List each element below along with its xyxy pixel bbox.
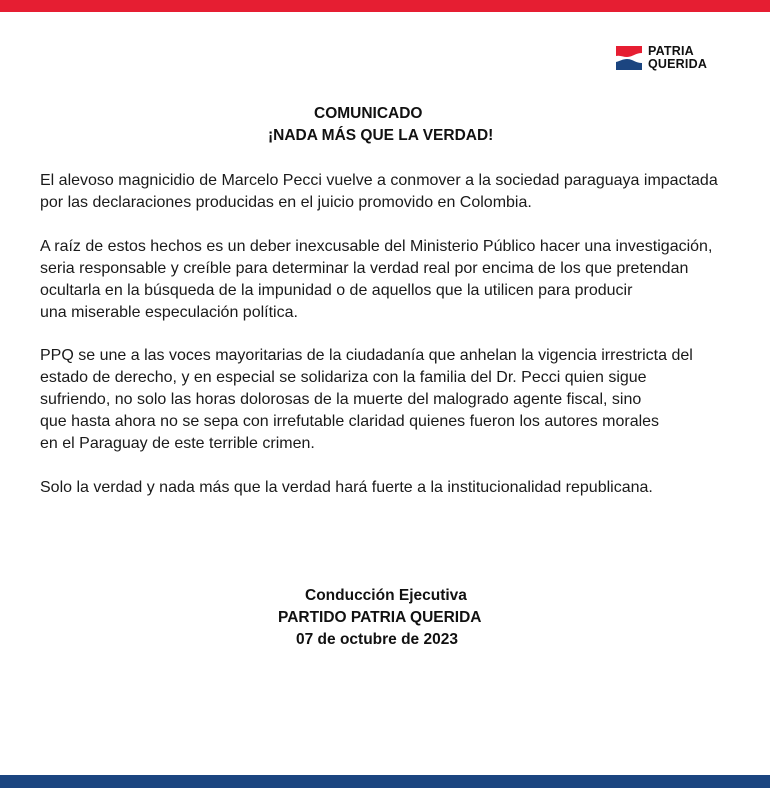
text-line: estado de derecho, y en especial se solidariza con la familia del Dr. Pecci quien sigue — [40, 369, 647, 386]
text-line: PPQ se une a las voces mayoritarias de la ciudadanía que anhelan la vigencia irrestricta del — [40, 347, 693, 364]
party-logo — [615, 44, 707, 72]
document-title: COMUNICADO — [314, 105, 423, 122]
text-line: Solo la verdad y nada más que la verdad hará fuerte a la institucionalidad republicana. — [40, 479, 653, 496]
text-line: A raíz de estos hechos es un deber inexcusable del Ministerio Público hacer una investigación, — [40, 238, 713, 255]
bottom-color-bar — [0, 775, 770, 788]
text-line: que hasta ahora no se sepa con irrefutable claridad quienes fueron los autores morales — [40, 413, 660, 430]
logo-wordmark — [648, 45, 707, 71]
text-line: en el Paraguay de este terrible crimen. — [40, 435, 315, 452]
signature-party: PARTIDO PATRIA QUERIDA — [278, 609, 482, 626]
logo-line-2: QUERIDA — [648, 57, 708, 71]
paragraph-1 — [40, 170, 718, 214]
text-line: por las declaraciones producidas en el juicio promovido en Colombia. — [40, 194, 532, 211]
document-subtitle: ¡NADA MÁS QUE LA VERDAD! — [268, 127, 494, 144]
text-line: una miserable especulación política. — [40, 304, 298, 321]
text-line: ocultarla en la búsqueda de la impunidad o de aquellos que la utilicen para producir — [40, 282, 633, 299]
paragraph-2 — [40, 236, 712, 324]
text-line: sufriendo, no solo las horas dolorosas de la muerte del malogrado agente fiscal, sino — [40, 391, 642, 408]
text-line: seria responsable y creíble para determinar la verdad real por encima de los que pretendan — [40, 260, 689, 277]
patria-querida-flag-icon — [615, 44, 643, 72]
text-line: El alevoso magnicidio de Marcelo Pecci vuelve a conmover a la sociedad paraguaya impactada — [40, 172, 718, 189]
paragraph-3 — [40, 345, 693, 455]
paragraph-4 — [40, 477, 653, 499]
signature-body: Conducción Ejecutiva — [305, 587, 467, 604]
top-color-bar — [0, 0, 770, 12]
logo-line-1: PATRIA — [648, 44, 694, 58]
signature-date: 07 de octubre de 2023 — [296, 631, 458, 648]
